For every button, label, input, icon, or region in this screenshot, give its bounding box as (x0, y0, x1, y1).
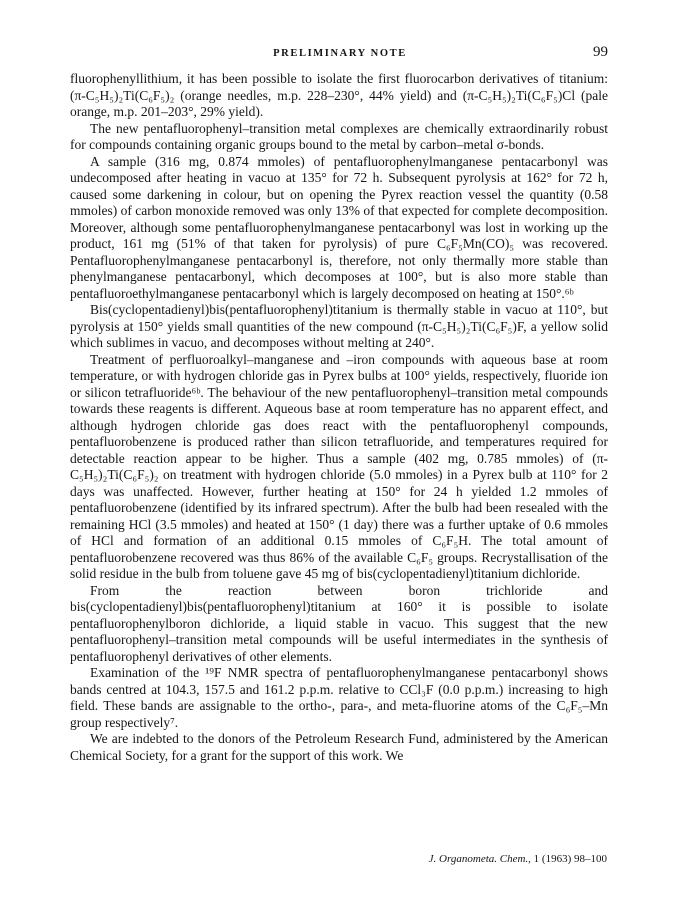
running-title: PRELIMINARY NOTE (273, 48, 407, 59)
paragraph: Treatment of perfluoroalkyl–manganese and –iron compounds with aqueous base at room temperature, or with hydrogen chloride gas in Pyrex bulbs at 100° yields, respectively, fluoride ion or silicon tetrafluoride⁶ᵇ. The behaviour of the new pentafluorophenyl–transition metal compounds towards these reagents is different. Aqueous base at room temperature has no apparent effect, and although hydrogen chloride gas does react with the pentafluorophenyl compounds, pentafluorobenzene is produced rather than silicon tetrafluoride, and temperatures required for detectable reaction appear to be higher. Thus a sample (402 mg, 0.785 mmoles) of (π-C₅H₅)₂Ti(C₆F₅)₂ on treatment with hydrogen chloride (5.0 mmoles) in a Pyrex bulb at 110° for 2 days was unaffected. However, further heating at 150° for 24 h yielded 1.2 mmoles of pentafluorobenzene (identified by its infrared spectrum). After the bulb had been resealed with the remaining HCl (3.5 mmoles) and heated at 150° (1 day) there was a further uptake of 0.6 mmoles of HCl and formation of an additional 0.15 mmoles of C₆F₅H. The total amount of pentafluorobenzene recovered was thus 86% of the available C₆F₅ groups. Recrystallisation of the solid residue in the bulb from toluene gave 45 mg of bis(cyclopentadienyl)titanium dichloride. (70, 351, 608, 581)
running-head (72, 44, 608, 64)
volume-pages: 1 (1963) 98–100 (533, 853, 607, 865)
body-text (70, 71, 608, 764)
paragraph: We are indebted to the donors of the Petroleum Research Fund, administered by the American Chemical Society, for a grant for the support of this work. We (70, 731, 608, 763)
page-number: 99 (593, 44, 608, 60)
paragraph: The new pentafluorophenyl–transition metal complexes are chemically extraordinarily robust for compounds containing organic groups bound to the metal by carbon–metal σ-bonds. (70, 120, 608, 152)
paragraph: Bis(cyclopentadienyl)bis(pentafluorophenyl)titanium is thermally stable in vacuo at 110°, but pyrolysis at 150° yields small quantities of the new compound (π-C₅H₅)₂Ti(C₆F₅)F, a yellow solid which sublimes in vacuo, and decomposes without melting at 240°. (70, 302, 608, 350)
journal-citation (429, 853, 607, 865)
paragraph: fluorophenyllithium, it has been possible to isolate the first fluorocarbon derivatives of titanium: (π-C₅H₅)₂Ti(C₆F₅)₂ (orange needles, m.p. 228–230°, 44% yield) and (π-C₅H₅)₂Ti(C₆F₅)Cl (pale orange, m.p. 201–203°, 29% yield). (70, 71, 608, 119)
journal-name: J. Organometa. Chem., (428, 853, 531, 865)
paragraph: Examination of the ¹⁹F NMR spectra of pentafluorophenylmanganese pentacarbonyl shows bands centred at 104.3, 157.5 and 161.2 p.p.m. relative to CCl₃F (0.0 p.p.m.) increasing to high field. These bands are assignable to the ortho-, para-, and meta-fluorine atoms of the C₆F₅–Mn group respectively⁷. (70, 665, 608, 730)
paragraph: A sample (316 mg, 0.874 mmoles) of pentafluorophenylmanganese pentacarbonyl was undecomposed after heating in vacuo at 135° for 72 h. Subsequent pyrolysis at 162° for 72 h, caused some darkening in colour, but on opening the Pyrex reaction vessel the quantity (0.58 mmoles) of carbon monoxide removed was only 13% of that expected for complete decomposition. Moreover, although some pentafluorophenylmanganese pentacarbonyl was lost in working up the product, 161 mg (51% of that taken for pyrolysis) of pure C₆F₅Mn(CO)₅ was recovered. Pentafluorophenylmanganese pentacarbonyl is, therefore, not only thermally more stable than phenylmanganese pentacarbonyl, which decomposes at 100°, but is also more stable than pentafluoroethylmanganese pentacarbonyl which is largely decomposed on heating at 150°.⁶ᵇ (70, 153, 608, 301)
paragraph: From the reaction between boron trichloride and bis(cyclopentadienyl)bis(pentafluorophenyl)titanium at 160° it is possible to isolate pentafluorophenylboron dichloride, a liquid stable in vacuo. This suggest that the new pentafluorophenyl–transition metal compounds will be useful intermediates in the synthesis of pentafluorophenyl derivatives of other elements. (70, 582, 608, 664)
